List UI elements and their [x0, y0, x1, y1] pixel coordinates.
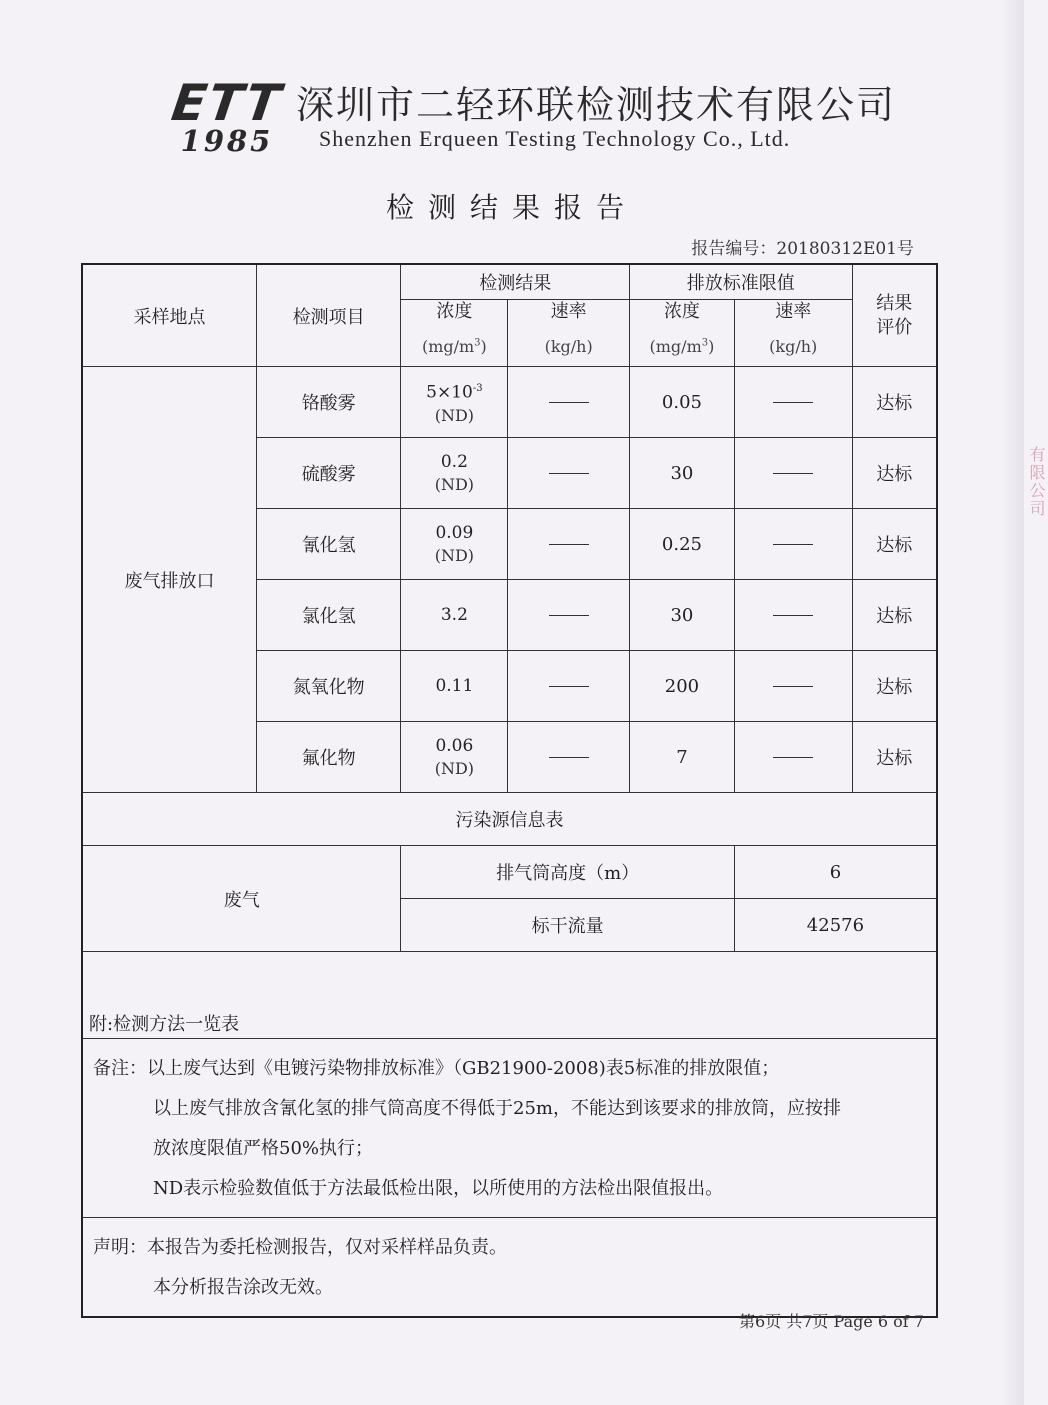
rate-cell	[508, 651, 630, 722]
rate-cell	[508, 509, 630, 580]
sub-rate-label: 速率	[550, 300, 587, 322]
item-cell: 氮氧化物	[256, 651, 401, 722]
dash-mark	[549, 402, 589, 403]
source-row	[82, 846, 937, 899]
company-logo	[168, 74, 286, 158]
source-label: 标干流量	[401, 899, 734, 952]
conc-cell: 0.06 (ND)	[401, 722, 508, 793]
limit-rate-cell	[734, 651, 852, 722]
limit-rate-cell	[734, 722, 852, 793]
logo-year: 1985	[180, 124, 274, 158]
conc-cell: 3.2	[401, 580, 508, 651]
dash-mark	[773, 544, 813, 545]
remarks-line: 放浓度限值严格50%执行；	[153, 1138, 374, 1159]
sub-rate-result	[508, 300, 630, 367]
dash-mark	[773, 757, 813, 758]
conc-cell: 0.11	[401, 651, 508, 722]
eval-cell: 达标	[852, 509, 937, 580]
remarks-row	[82, 1039, 937, 1218]
item-cell: 氟化物	[256, 722, 401, 793]
results-table	[81, 263, 938, 1318]
statement-line: 本报告为委托检测报告，仅对采样样品负责。	[147, 1237, 507, 1258]
sub-conc-label: 浓度	[436, 300, 473, 322]
limit-rate-cell	[734, 438, 852, 509]
dash-mark	[549, 757, 589, 758]
dash-mark	[549, 473, 589, 474]
sub-rate-label: 速率	[775, 300, 812, 322]
item-cell: 铬酸雾	[256, 367, 401, 438]
conc-cell: 0.09 (ND)	[401, 509, 508, 580]
appendix-cell	[82, 952, 937, 1039]
remarks-line: ND表示检验数值低于方法最低检出限，以所使用的方法检出限值报出。	[153, 1178, 724, 1199]
report-title: 检测结果报告	[385, 191, 638, 224]
unit-conc: $(mg/m^3)$	[649, 336, 715, 356]
company-name-en: Shenzhen Erqueen Testing Technology Co., Ltd.	[319, 126, 791, 151]
sub-rate-limit	[734, 300, 852, 367]
eval-cell: 达标	[852, 438, 937, 509]
item-cell: 硫酸雾	[256, 438, 401, 509]
unit-rate: (kg/h)	[544, 336, 593, 356]
site-cell: 废气排放口	[82, 367, 256, 793]
statement-label: 声明：	[93, 1237, 147, 1258]
rate-cell	[508, 438, 630, 509]
limit-rate-cell	[734, 509, 852, 580]
statement-row	[82, 1218, 937, 1318]
col-site-header: 采样地点	[82, 264, 256, 367]
remarks-label: 备注：	[93, 1058, 147, 1079]
dash-mark	[773, 686, 813, 687]
item-cell: 氯化氢	[256, 580, 401, 651]
table-row	[82, 367, 937, 438]
eval-cell: 达标	[852, 722, 937, 793]
eval-cell: 达标	[852, 651, 937, 722]
unit-rate: (kg/h)	[769, 336, 818, 356]
dash-mark	[549, 686, 589, 687]
sub-conc-limit	[630, 300, 735, 367]
limit-rate-cell	[734, 580, 852, 651]
dash-mark	[773, 402, 813, 403]
appendix-row	[82, 952, 937, 1039]
header-row	[82, 264, 937, 300]
sub-conc-label: 浓度	[663, 300, 700, 322]
conc-cell: 0.2 (ND)	[401, 438, 508, 509]
dash-mark	[773, 473, 813, 474]
company-seal	[988, 446, 1048, 616]
group-result-header: 检测结果	[401, 264, 630, 300]
eval-cell: 达标	[852, 367, 937, 438]
dash-mark	[549, 615, 589, 616]
col-eval-label: 结果评价	[876, 292, 913, 338]
group-limit-header: 排放标准限值	[630, 264, 853, 300]
source-category: 废气	[82, 846, 401, 952]
item-cell: 氰化氢	[256, 509, 401, 580]
conc-cell: $5\times 10^{-3}$ (ND)	[401, 367, 508, 438]
source-value: 6	[734, 846, 937, 899]
pollution-title-row	[82, 793, 937, 846]
rate-cell	[508, 722, 630, 793]
limit-cell: 0.05	[630, 367, 735, 438]
logo-text: ETT	[168, 74, 286, 132]
dash-mark	[773, 615, 813, 616]
remarks-line: 以上废气排放含氰化氢的排气筒高度不得低于25m，不能达到该要求的排放筒，应按排	[153, 1098, 841, 1119]
page-edge	[1002, 0, 1024, 1405]
rate-cell	[508, 580, 630, 651]
seal-text: 有限公司	[1027, 446, 1046, 518]
limit-cell: 200	[630, 651, 735, 722]
statement-line: 本分析报告涂改无效。	[153, 1277, 333, 1298]
col-eval-header	[852, 264, 937, 367]
limit-cell: 30	[630, 438, 735, 509]
appendix-text: 附:检测方法一览表	[89, 1014, 240, 1035]
source-value: 42576	[734, 899, 937, 952]
source-label: 排气筒高度（m）	[401, 846, 734, 899]
col-item-header: 检测项目	[256, 264, 401, 367]
limit-cell: 7	[630, 722, 735, 793]
rate-cell	[508, 367, 630, 438]
remarks-cell	[82, 1039, 937, 1218]
pollution-source-title: 污染源信息表	[82, 793, 937, 846]
dash-mark	[549, 544, 589, 545]
report-number: 报告编号：20180312E01号	[691, 239, 914, 259]
limit-cell: 30	[630, 580, 735, 651]
sub-conc-result	[401, 300, 508, 367]
remarks-line: 以上废气达到《电镀污染物排放标准》（GB21900-2008)表5标准的排放限值；	[147, 1058, 780, 1079]
unit-conc: $(mg/m^3)$	[421, 336, 487, 356]
eval-cell: 达标	[852, 580, 937, 651]
limit-rate-cell	[734, 367, 852, 438]
limit-cell: 0.25	[630, 509, 735, 580]
statement-cell	[82, 1218, 937, 1318]
page-footer: 第6页 共7页 Page 6 of 7	[738, 1312, 924, 1331]
company-name-cn: 深圳市二轻环联检测技术有限公司	[296, 83, 897, 127]
